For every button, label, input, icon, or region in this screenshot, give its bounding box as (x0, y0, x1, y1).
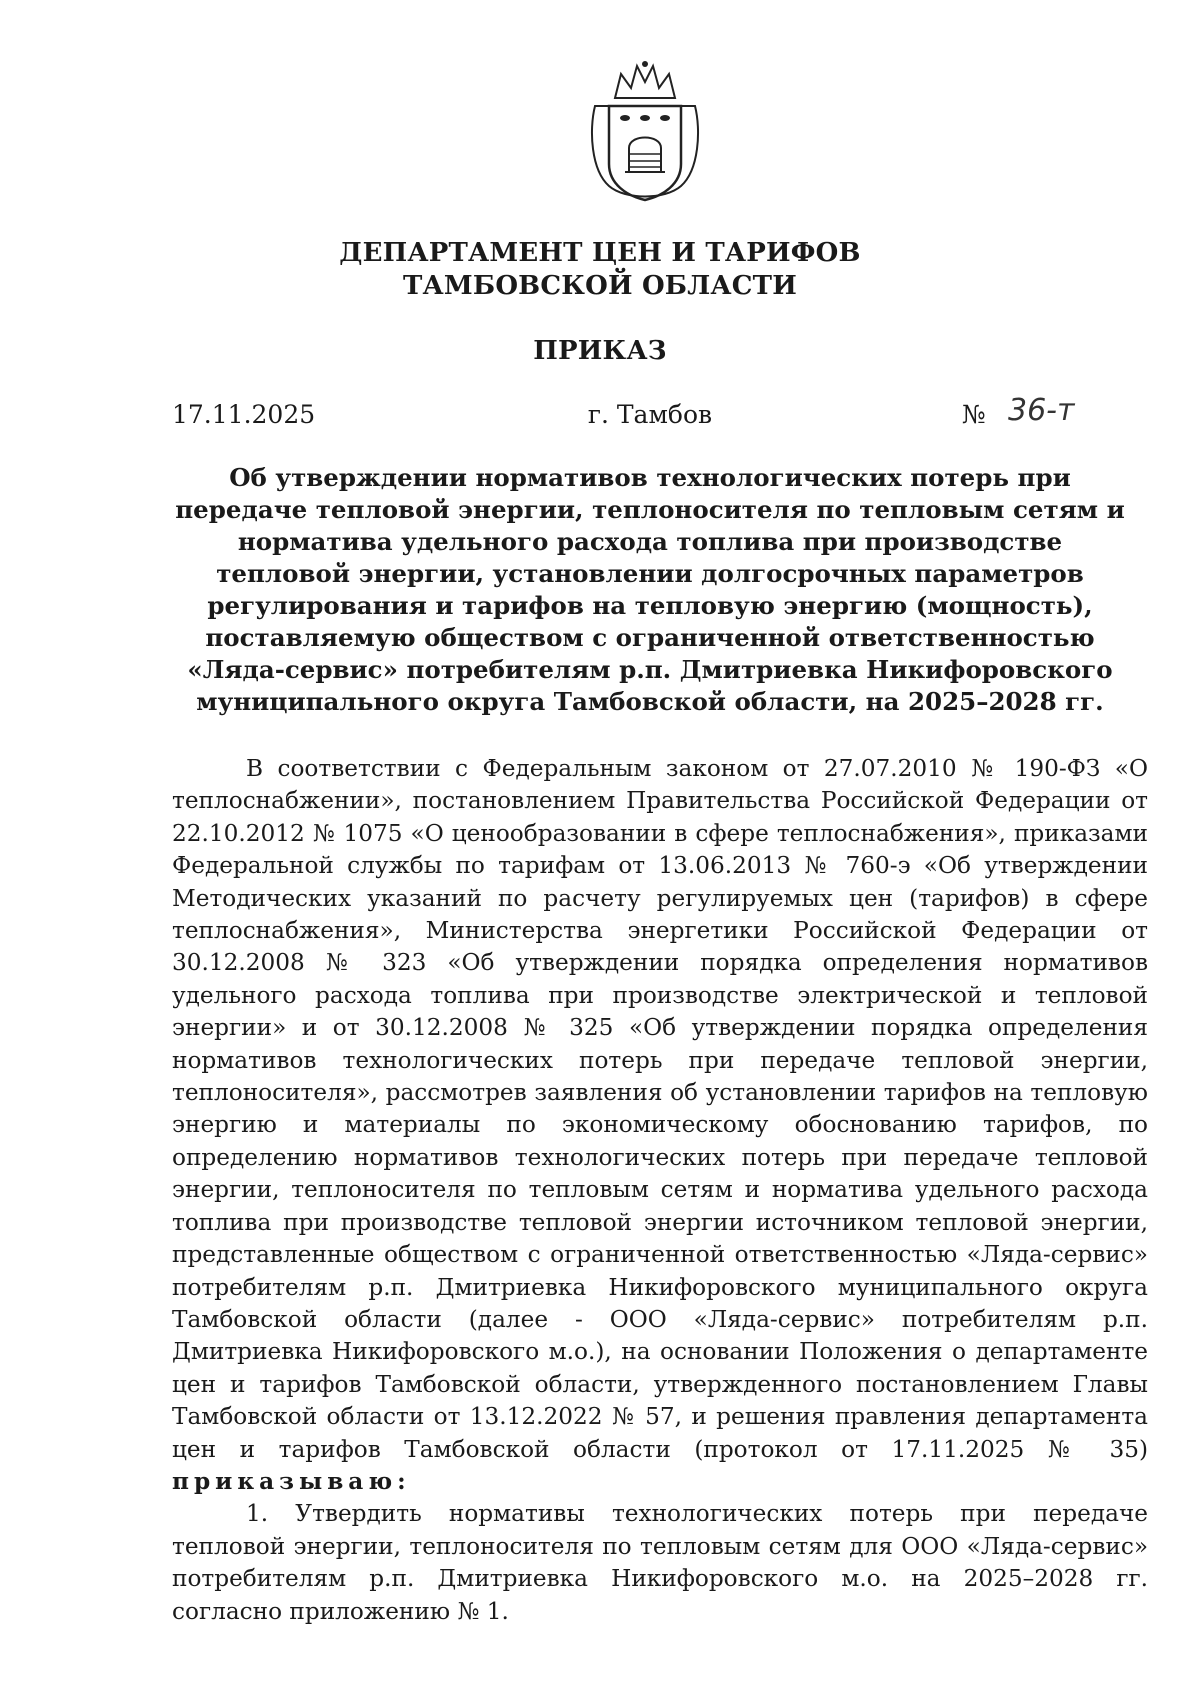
document-number-label: № (962, 400, 986, 429)
body-paragraph-item-1: 1. Утвердить нормативы технологических потерь при передаче тепловой энергии, теплоносителя по тепловым сетям для ООО «Ляда-сервис» потребителям р.п. Дмитриевка Никифоровского м.о. на 2025–2028 гг. согласно приложению № 1. (172, 1500, 1148, 1625)
department-title-line2: ТАМБОВСКОЙ ОБЛАСТИ (403, 271, 797, 301)
document-title: Об утверждении нормативов технологических потерь при передаче тепловой энергии, теплоносителя по тепловым сетям и норматива удельного расхода топлива при производстве тепловой энергии, установлении долгосрочных параметров регулирования и тарифов на тепловую энергию (мощность), поставляемую обществом с ограниченной ответственностью «Ляда-сервис» потребителям р.п. Дмитриевка Никифоровского муниципального округа Тамбовской области, на 2025–2028 гг. (175, 463, 1125, 716)
coat-of-arms-emblem (585, 60, 705, 210)
preamble-text: В соответствии с Федеральным законом от 27.07.2010 № 190-ФЗ «О теплоснабжении», постановлением Правительства Российской Федерации от 22.10.2012 № 1075 «О ценообразовании в сфере теплоснабжения», приказами Федеральной службы по тарифам от 13.06.2013 № 760-э «Об утверждении Методических указаний по расчету регулируемых цен (тарифов) в сфере теплоснабжения», Министерства энергетики Российской Федерации от 30.12.2008 № 323 «Об утверждении порядка определения нормативов удельного расхода топлива при производстве электрической и тепловой энергии» и от 30.12.2008 № 325 «Об утверждении порядка определения нормативов технологических потерь при передаче тепловой энергии, теплоносителя», рассмотрев заявления об установлении тарифов на тепловую энергию и материалы по экономическому обоснованию тарифов, по определению нормативов технологических потерь при передаче тепловой энергии, теплоносителя по тепловым сетям и норматива удельного расхода топлива при производстве тепловой энергии источником тепловой энергии, представленные обществом с ограниченной ответственностью «Ляда-сервис» потребителям р.п. Дмитриевка Никифоровского муниципального округа Тамбовской области (далее - ООО «Ляда-сервис» потребителям р.п. Дмитриевка Никифоровского м.о.), на основании Положения о департаменте цен и тарифов Тамбовской области, утвержденного постановлением Главы Тамбовской области от 13.12.2022 № 57, и решения правления департамента цен и тарифов Тамбовской области (протокол от 17.11.2025 № 35) (172, 755, 1148, 1463)
decree-word: приказываю (172, 1467, 398, 1495)
document-date: 17.11.2025 (172, 400, 316, 429)
decree-colon: : (397, 1467, 406, 1495)
document-city: г. Тамбов (587, 400, 713, 429)
document-number-handwritten: 36-т (1008, 393, 1075, 428)
document-body (172, 753, 1148, 1628)
department-title-line1: ДЕПАРТАМЕНТ ЦЕН И ТАРИФОВ (339, 238, 861, 268)
document-type: ПРИКАЗ (533, 336, 667, 366)
body-paragraph-preamble (172, 753, 1148, 1498)
